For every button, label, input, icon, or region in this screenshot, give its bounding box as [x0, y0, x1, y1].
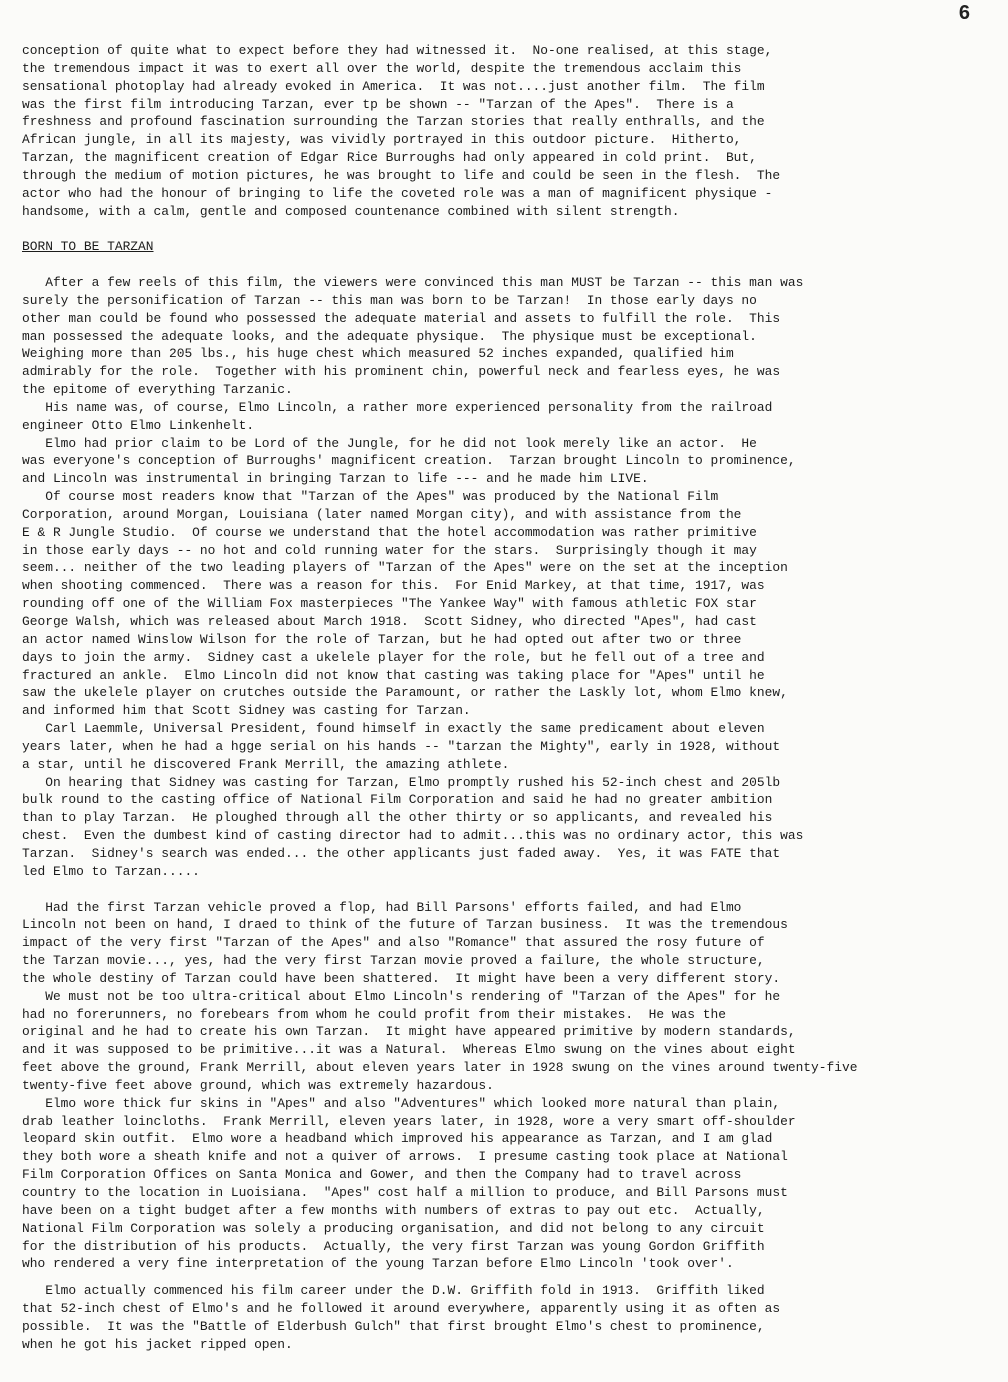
text-line: possible. It was the "Battle of Elderbush Gulch" that first brought Elmo's chest to prominence,: [22, 1318, 765, 1334]
text-line: fractured an ankle. Elmo Lincoln did not know that casting was taking place for "Apes" until he: [22, 667, 765, 683]
text-line: surely the personification of Tarzan -- this man was born to be Tarzan! In those early days no: [22, 292, 757, 308]
text-line: who rendered a very fine interpretation of the young Tarzan before Elmo Lincoln 'took over'.: [22, 1256, 734, 1272]
text-line: Elmo actually commenced his film career under the D.W. Griffith fold in 1913. Griffith liked: [22, 1283, 765, 1299]
text-line: Lincoln not been on hand, I draed to think of the future of Tarzan business. It was the tremendous: [22, 917, 788, 933]
text-line: Carl Laemmle, Universal President, found himself in exactly the same predicament about eleven: [22, 721, 765, 737]
section-elmo-career: [22, 1282, 992, 1353]
text-line: the whole destiny of Tarzan could have been shattered. It might have been a very different story.: [22, 970, 781, 986]
text-line: engineer Otto Elmo Linkenhelt.: [22, 417, 255, 433]
text-line: feet above the ground, Frank Merrill, about eleven years later in 1928 swung on the vines around twenty-five: [22, 1060, 858, 1076]
text-line: On hearing that Sidney was casting for Tarzan, Elmo promptly rushed his 52-inch chest and 205lb: [22, 774, 781, 790]
text-line: when shooting commenced. There was a reason for this. For Enid Markey, at that time, 1917, was: [22, 578, 765, 594]
text-line: leopard skin outfit. Elmo wore a headband which improved his appearance as Tarzan, and I am glad: [22, 1131, 773, 1147]
text-line: sensational photoplay had already evoked in America. It was not....just another film. The film: [22, 78, 765, 94]
text-line: and informed him that Scott Sidney was casting for Tarzan.: [22, 703, 471, 719]
section-heading: BORN TO BE TARZAN: [22, 239, 154, 255]
text-line: and it was supposed to be primitive...it was a Natural. Whereas Elmo swung on the vines about eight: [22, 1042, 796, 1058]
text-line: admirably for the role. Together with his prominent chin, powerful neck and fearless eyes, he was: [22, 364, 781, 380]
text-line: an actor named Winslow Wilson for the role of Tarzan, but he had opted out after two or three: [22, 631, 742, 647]
text-line: the tremendous impact it was to exert all over the world, despite the tremendous acclaim this: [22, 60, 742, 76]
text-line: Weighing more than 205 lbs., his huge chest which measured 52 inches expanded, qualified him: [22, 346, 734, 362]
text-line: conception of quite what to expect before they had witnessed it. No-one realised, at this stage,: [22, 43, 773, 58]
section-had-the-first-tarzan: [22, 899, 992, 1274]
text-line: Tarzan, the magnificent creation of Edgar Rice Burroughs had only appeared in cold print. But,: [22, 150, 757, 166]
text-line: the epitome of everything Tarzanic.: [22, 382, 293, 398]
text-line: other man could be found who possessed the adequate material and assets to fulfill the role. This: [22, 310, 781, 326]
text-line: E & R Jungle Studio. Of course we understand that the hotel accommodation was rather primitive: [22, 524, 757, 540]
text-line: freshness and profound fascination surrounding the Tarzan stories that really enthralls, and the: [22, 114, 765, 130]
text-line: actor who had the honour of bringing to life the coveted role was a man of magnificent physique -: [22, 185, 773, 201]
section-born-to-be-tarzan: [22, 274, 992, 881]
text-line: led Elmo to Tarzan.....: [22, 863, 200, 879]
text-line: and Lincoln was instrumental in bringing Tarzan to life --- and he made him LIVE.: [22, 471, 649, 487]
text-line: days to join the army. Sidney cast a ukelele player for the role, but he fell out of a tree and: [22, 649, 765, 665]
text-line: that 52-inch chest of Elmo's and he followed it around everywhere, apparently using it as often as: [22, 1301, 781, 1317]
text-line: Corporation, around Morgan, Louisiana (later named Morgan city), and with assistance from the: [22, 506, 742, 522]
text-line: seem... neither of the two leading players of "Tarzan of the Apes" were on the set at the inception: [22, 560, 788, 576]
text-line: they both wore a sheath knife and not a quiver of arrows. I presume casting took place at National: [22, 1149, 788, 1165]
text-line: original and he had to create his own Tarzan. It might have appeared primitive by modern standards,: [22, 1024, 796, 1040]
intro-paragraph: [22, 42, 992, 220]
text-line: was everyone's conception of Burroughs' magnificent creation. Tarzan brought Lincoln to prominence,: [22, 453, 796, 469]
text-line: when he got his jacket ripped open.: [22, 1336, 293, 1352]
text-line: rounding off one of the William Fox masterpieces "The Yankee Way" with famous athletic FOX star: [22, 596, 757, 612]
text-line: National Film Corporation was solely a producing organisation, and did not belong to any circuit: [22, 1220, 765, 1236]
text-line: was the first film introducing Tarzan, ever tp be shown -- "Tarzan of the Apes". There is a: [22, 96, 734, 112]
text-line: twenty-five feet above ground, which was extremely hazardous.: [22, 1077, 494, 1093]
text-line: impact of the very first "Tarzan of the Apes" and also "Romance" that assured the rosy future of: [22, 935, 765, 951]
text-line: We must not be too ultra-critical about Elmo Lincoln's rendering of "Tarzan of the Apes" for he: [22, 988, 781, 1004]
text-line: handsome, with a calm, gentle and composed countenance combined with silent strength.: [22, 203, 680, 219]
text-line: than to play Tarzan. He ploughed through all the other thirty or so applicants, and revealed his: [22, 810, 773, 826]
text-line: the Tarzan movie..., yes, had the very first Tarzan movie proved a failure, the whole structure,: [22, 953, 765, 969]
page-number: 6: [958, 2, 970, 24]
text-line: His name was, of course, Elmo Lincoln, a rather more experienced personality from the railroad: [22, 399, 773, 415]
text-line: bulk round to the casting office of National Film Corporation and said he had no greater ambition: [22, 792, 773, 808]
text-line: African jungle, in all its majesty, was vividly portrayed in this outdoor picture. Hitherto,: [22, 132, 742, 148]
text-line: Had the first Tarzan vehicle proved a flop, had Bill Parsons' efforts failed, and had Elmo: [22, 899, 742, 915]
text-line: for the distribution of his products. Actually, the very first Tarzan was young Gordon Griffith: [22, 1238, 765, 1254]
text-line: country to the location in Luoisiana. "Apes" cost half a million to produce, and Bill Parsons must: [22, 1185, 788, 1200]
text-line: chest. Even the dumbest kind of casting director had to admit...this was no ordinary actor, this was: [22, 828, 804, 844]
text-line: Elmo wore thick fur skins in "Apes" and also "Adventures" which looked more natural than plain,: [22, 1095, 781, 1111]
text-line: man possessed the adequate looks, and the adequate physique. The physique must be exceptional.: [22, 328, 757, 344]
text-line: Of course most readers know that "Tarzan of the Apes" was produced by the National Film: [22, 489, 719, 505]
text-line: in those early days -- no hot and cold running water for the stars. Surprisingly though it may: [22, 542, 757, 558]
text-line: Film Corporation Offices on Santa Monica and Gower, and then the Company had to travel across: [22, 1167, 742, 1183]
text-line: Elmo had prior claim to be Lord of the Jungle, for he did not look merely like an actor. He: [22, 435, 757, 451]
text-line: Tarzan. Sidney's search was ended... the other applicants just faded away. Yes, it was FATE that: [22, 845, 781, 861]
text-line: a star, until he discovered Frank Merrill, the amazing athlete.: [22, 756, 510, 772]
text-line: George Walsh, which was released about March 1918. Scott Sidney, who directed "Apes", had cast: [22, 614, 757, 629]
text-line: After a few reels of this film, the viewers were convinced this man MUST be Tarzan -- this man was: [22, 274, 804, 290]
text-line: years later, when he had a hgge serial on his hands -- "tarzan the Mighty", early in 1928, without: [22, 738, 781, 754]
text-line: had no forerunners, no forebears from whom he could profit from their mistakes. He was the: [22, 1006, 726, 1022]
document-body: [22, 42, 992, 1354]
text-line: through the medium of motion pictures, he was brought to life and could be seen in the flesh. The: [22, 167, 781, 183]
text-line: have been on a tight budget after a few months with numbers of extras to pay out etc. Actually,: [22, 1202, 765, 1218]
text-line: saw the ukelele player on crutches outside the Paramount, or rather the Laskly lot, whom Elmo knew,: [22, 685, 788, 701]
text-line: drab leather loincloths. Frank Merrill, eleven years later, in 1928, wore a very smart off-shoulder: [22, 1113, 796, 1129]
